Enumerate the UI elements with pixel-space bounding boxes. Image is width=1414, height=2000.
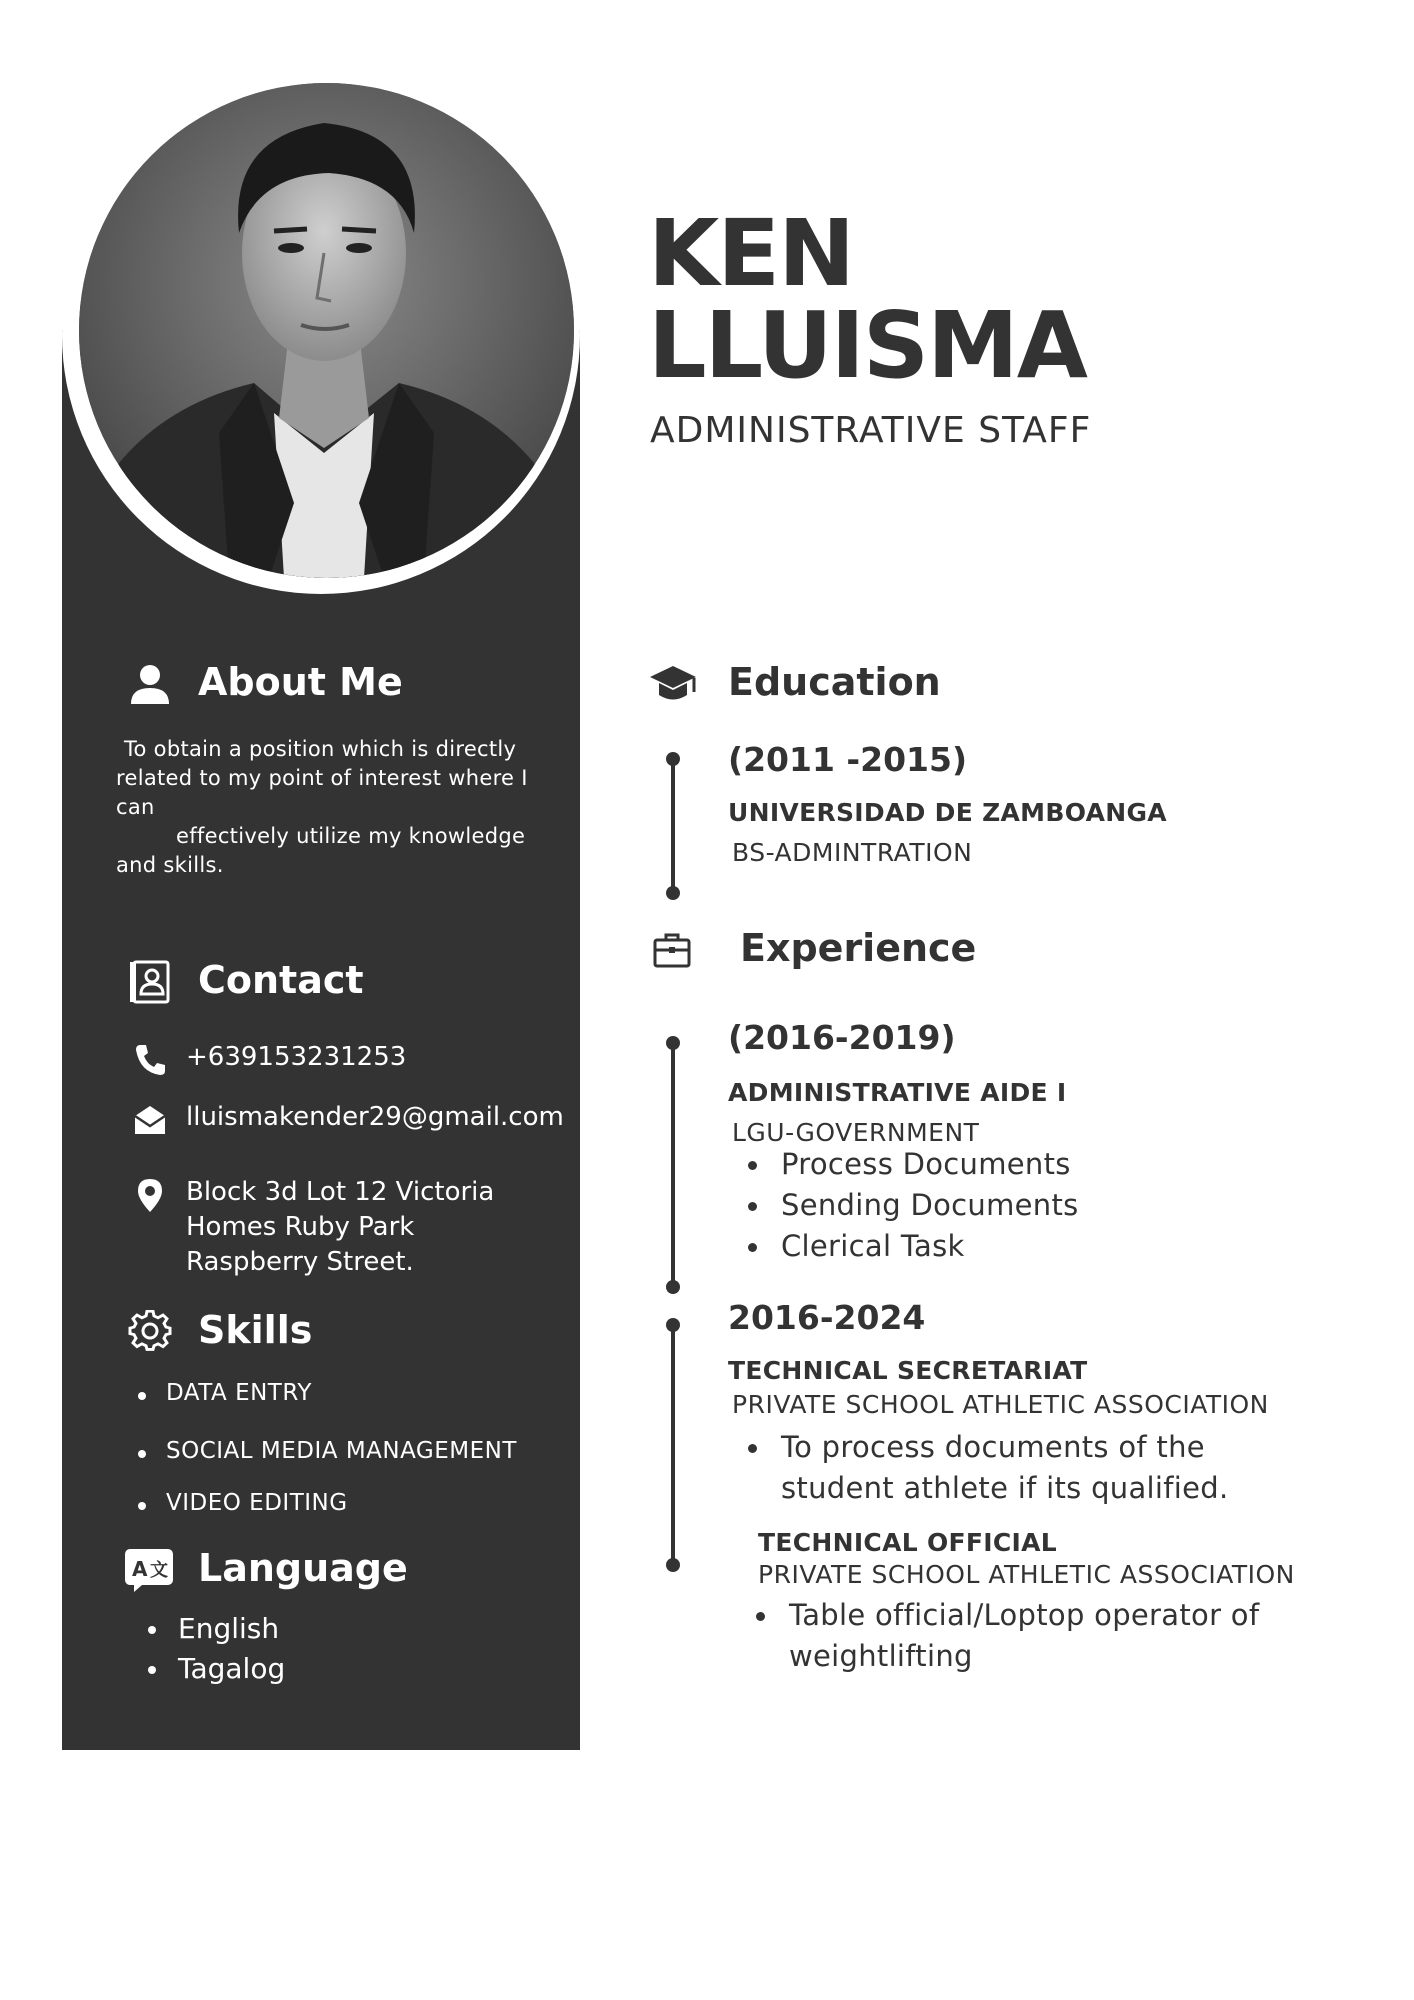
duty-item xyxy=(756,1595,1259,1677)
timeline-dot xyxy=(666,1280,680,1294)
address-text xyxy=(186,1175,494,1280)
job-org: PRIVATE SCHOOL ATHLETIC ASSOCIATION xyxy=(732,1390,1269,1419)
svg-text:文: 文 xyxy=(150,1560,168,1581)
education-period: (2011 -2015) xyxy=(728,740,968,779)
skills-heading: Skills xyxy=(198,1308,313,1352)
graduation-cap-icon xyxy=(648,660,698,710)
location-pin-icon xyxy=(132,1177,168,1213)
about-heading: About Me xyxy=(198,660,403,704)
job-title: TECHNICAL OFFICIAL xyxy=(758,1528,1057,1557)
contact-heading: Contact xyxy=(198,958,364,1002)
timeline-dot xyxy=(666,886,680,900)
duty-item xyxy=(748,1427,1228,1509)
about-line: can xyxy=(116,795,155,819)
address-line: Block 3d Lot 12 Victoria xyxy=(186,1177,495,1207)
duty-item: Process Documents xyxy=(748,1144,1079,1185)
job-org: PRIVATE SCHOOL ATHLETIC ASSOCIATION xyxy=(758,1560,1295,1589)
job-period: 2016-2024 xyxy=(728,1298,926,1337)
duty-line: To process documents of the xyxy=(781,1430,1205,1464)
school-name: UNIVERSIDAD DE ZAMBOANGA xyxy=(728,798,1167,827)
address-line: Homes Ruby Park xyxy=(186,1212,415,1242)
duty-line: Table official/Loptop operator of xyxy=(789,1598,1260,1632)
about-line: and skills. xyxy=(116,853,224,877)
job-title: ADMINISTRATIVE AIDE I xyxy=(728,1078,1067,1107)
job-duties xyxy=(748,1427,1228,1509)
job-title: TECHNICAL SECRETARIAT xyxy=(728,1356,1088,1385)
envelope-icon xyxy=(132,1102,168,1138)
duty-item: Clerical Task xyxy=(748,1226,1079,1267)
last-name: LLUISMA xyxy=(648,292,1086,399)
duty-line: student athlete if its qualified. xyxy=(781,1471,1229,1505)
duty-line: weightlifting xyxy=(789,1639,973,1673)
address-line: Raspberry Street. xyxy=(186,1247,414,1277)
full-name xyxy=(648,200,1086,399)
about-line: To obtain a position which is directly xyxy=(124,737,517,761)
about-line: related to my point of interest where I xyxy=(116,766,528,790)
email-address[interactable]: lluismakender29@gmail.com xyxy=(186,1102,564,1132)
job-duties xyxy=(748,1144,1079,1267)
user-icon xyxy=(128,662,172,706)
profile-photo xyxy=(79,83,574,578)
job-role: ADMINISTRATIVE STAFF xyxy=(650,410,1092,451)
translate-icon xyxy=(124,1548,174,1592)
svg-text:A: A xyxy=(132,1557,148,1581)
timeline-line xyxy=(671,1042,675,1286)
first-name: KEN xyxy=(648,200,854,307)
education-heading: Education xyxy=(728,660,941,704)
phone-icon xyxy=(132,1042,168,1078)
timeline-dot xyxy=(666,1558,680,1572)
briefcase-icon xyxy=(652,930,692,970)
course-name: BS-ADMINTRATION xyxy=(732,838,973,867)
language-heading: Language xyxy=(198,1546,408,1590)
timeline-line xyxy=(671,758,675,892)
job-period: (2016-2019) xyxy=(728,1018,956,1057)
duty-item: Sending Documents xyxy=(748,1185,1079,1226)
phone-number[interactable]: +639153231253 xyxy=(186,1042,407,1072)
job-duties xyxy=(756,1595,1259,1677)
contact-book-icon xyxy=(128,960,172,1004)
timeline-line xyxy=(671,1324,675,1564)
job-org: LGU-GOVERNMENT xyxy=(732,1118,980,1147)
about-text xyxy=(116,735,546,880)
experience-heading: Experience xyxy=(740,926,977,970)
about-line: effectively utilize my knowledge xyxy=(176,824,526,848)
gear-icon xyxy=(128,1310,172,1354)
